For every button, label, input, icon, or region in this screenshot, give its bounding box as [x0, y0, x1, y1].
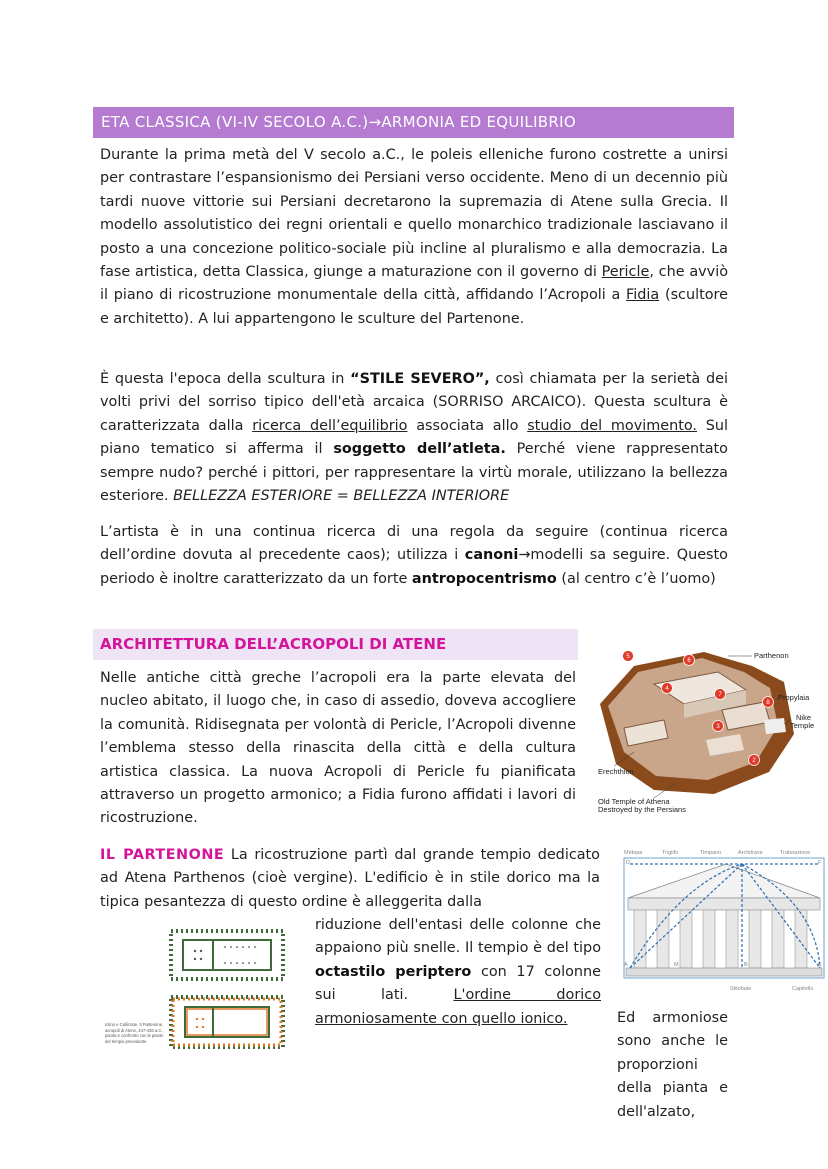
paragraph-partenone-mid: riduzione dell'entasi delle colonne che appaiono più snelle. Il tempio è del tipo octastilo periptero con 17 colonne sui lati. L'ordine dorico armoniosamente con quello ionico. — [315, 917, 601, 1027]
label-temple: Temple — [790, 721, 815, 730]
label-parthenon: Parthenon — [754, 651, 789, 660]
svg-text:C: C — [738, 866, 742, 872]
marker-number: 6 — [687, 658, 691, 664]
floor-plan-caption: Ictino e Callicrate, Il Partenone, acropoli di Atene, 447-438 a.C., pianta e confronto con le piante del tempio precedente — [105, 1022, 164, 1044]
temple-elevation-diagram — [620, 844, 828, 994]
svg-text:D: D — [626, 860, 630, 866]
svg-text:F: F — [818, 860, 822, 866]
marker-number: 2 — [752, 758, 756, 764]
svg-text:M: M — [674, 962, 679, 968]
svg-text:Timpano: Timpano — [700, 850, 722, 856]
label-nike: Nike — [796, 713, 812, 722]
link-pericle: Pericle — [601, 264, 650, 281]
svg-text:Architrave: Architrave — [738, 850, 763, 856]
paragraph-partenone-side: Ed armoniose sono anche le proporzioni della pianta e dell'alzato, — [617, 1010, 728, 1120]
parthenon-floor-plans — [165, 925, 295, 1055]
label-erechthion: Erechthion — [598, 767, 634, 776]
svg-text:B: B — [744, 962, 748, 968]
paragraph-stile-severo: È questa l'epoca della scultura in “STILE SEVERO”, così chiamata per la serietà dei volti privi del sorriso tipico dell'età arcaica (SORRISO ARCAICO). Questa scultura è caratterizzata dalla ricerca dell’equilibrio associata allo studio del movimento. Sul piano tematico si afferma il soggetto dell’atleta. Perché viene rappresentato sempre nudo? perché i pittori, per rappresentare la virtù morale, utilizzano la bellezza esteriore. BELLEZZA ESTERIORE = BELLEZZA INTERIORE — [100, 371, 728, 505]
svg-text:Triglifo: Triglifo — [662, 850, 679, 856]
partenone-heading: IL PARTENONE — [100, 847, 225, 863]
marker-number: 4 — [665, 686, 669, 692]
label-destroyed: Destroyed by the Persians — [598, 805, 686, 814]
marker-number: 7 — [718, 692, 722, 698]
marker-number: 3 — [716, 724, 720, 730]
svg-text:E: E — [818, 962, 822, 968]
section-header-classical-era: ETA CLASSICA (VI-IV SECOLO A.C.)→ARMONIA ED EQUILIBRIO — [93, 107, 734, 138]
link-fidia: Fidia — [626, 287, 660, 304]
paragraph-partenone-top: IL PARTENONE La ricostruzione partì dal grande tempio dedicato ad Atena Parthenos (cioè vergine). L'edificio è in stile dorico ma la tipica pesantezza di questo ordine è alleggerita dalla — [100, 847, 600, 910]
marker-number: 8 — [766, 700, 770, 706]
paragraph-intro: Durante la prima metà del V secolo a.C., le poleis elleniche furono costrette a unirsi per contrastare l’espansionismo dei Persiani verso occidente. Meno di un decennio più tardi nuove vittorie sui Persiani decretarono la supremazia di Atene sulla Grecia. Il modello assolutistico dei regni orientali e quello monarchico tradizionale lasciavano il posto a una concezione politico-sociale più incline al pluralismo e alla democrazia. La fase artistica, detta Classica, giunge a maturazione con il governo di Pericle, che avviò il piano di ricostruzione monumentale della città, affidando l’Acropoli a Fidia (scultore e architetto). A lui appartengono le sculture del Partenone. — [100, 147, 729, 327]
section-header-acropolis: ARCHITETTURA DELL’ACROPOLI DI ATENE — [93, 629, 578, 660]
acropolis-illustration — [594, 644, 826, 820]
svg-text:Métopa: Métopa — [624, 850, 643, 856]
paragraph-acropolis: Nelle antiche città greche l’acropoli era la parte elevata del nucleo abitato, il luogo che, in caso di assedio, doveva accogliere la comunità. Ridisegnata per volontà di Pericle, l’Acropoli divenne l’emblema stesso della rinascita della città e della cultura artistica classica. La nuova Acropoli di Pericle fu pianificata attraverso un progetto armonico; a Fidia furono affidati i lavori di ricostruzione. — [100, 670, 576, 827]
label-propylaia: Propylaia — [778, 693, 810, 702]
svg-text:Stilobate: Stilobate — [730, 986, 752, 992]
label-old-temple: Old Temple of Athena — [598, 797, 670, 806]
marker-number: 5 — [626, 654, 630, 660]
svg-text:Capitello: Capitello — [792, 986, 814, 992]
paragraph-canoni: L’artista è in una continua ricerca di una regola da seguire (continua ricerca dell’ordine dovuta al precedente caos); utilizza i canoni→modelli sa seguire. Questo periodo è inoltre caratterizzato da un forte antropocentrismo (al centro c’è l’uomo) — [100, 524, 728, 587]
svg-text:A: A — [624, 962, 628, 968]
svg-text:Trabeazione: Trabeazione — [780, 850, 811, 856]
